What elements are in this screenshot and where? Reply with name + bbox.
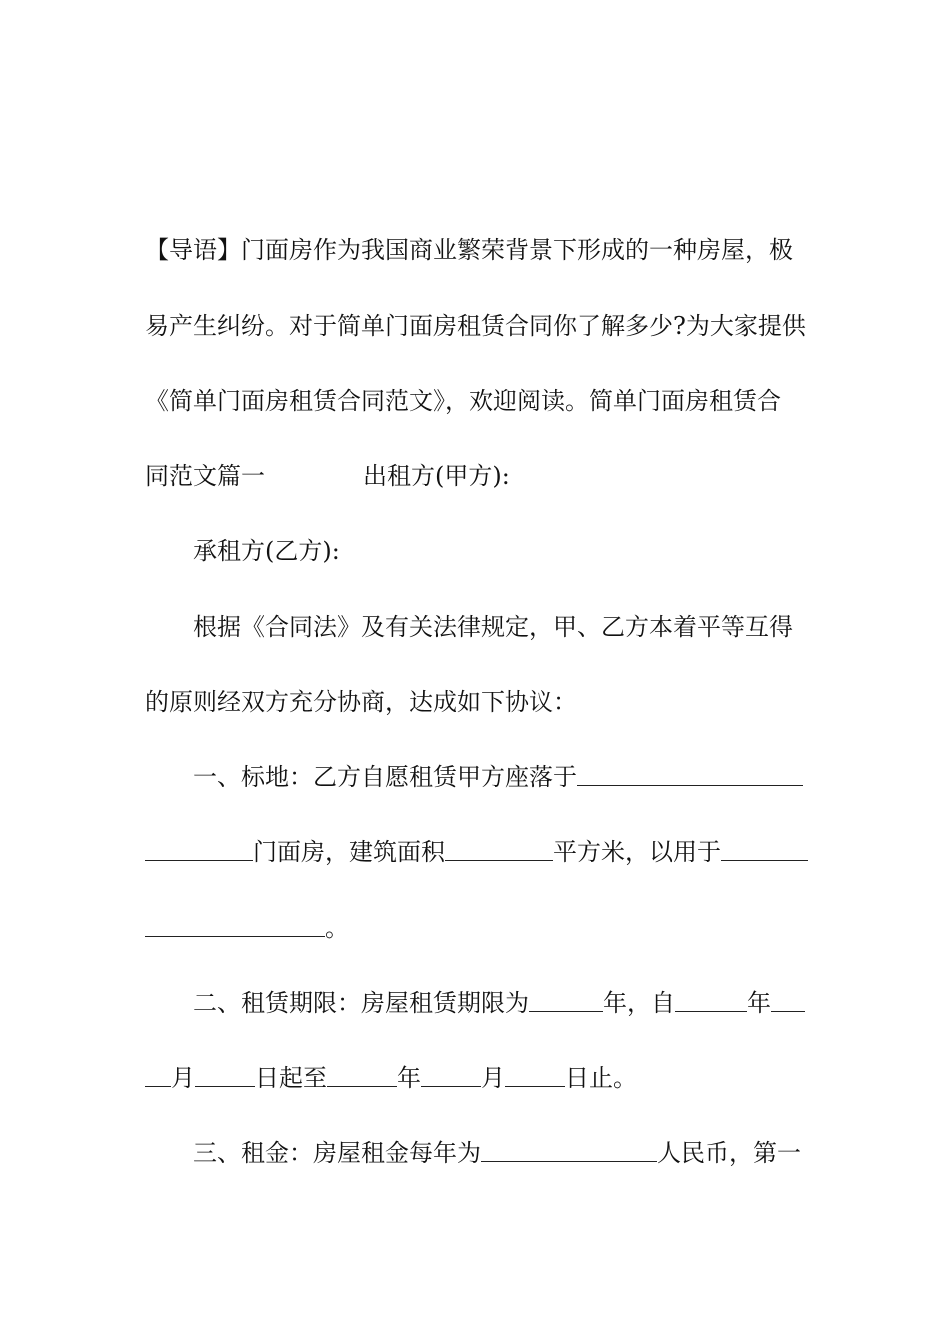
fill-blank-years [529,983,603,1012]
fill-blank-end-year [327,1058,397,1087]
intro-line-1 [145,230,810,270]
fill-blank-end-month [421,1058,481,1087]
clause1-line-3 [145,908,810,948]
fill-blank-purpose [721,832,808,861]
clause1-line-2 [145,832,810,872]
clause-text: 平方米，以用于 [553,838,721,866]
clause-text: 三、租金：房屋租金每年为 [193,1139,481,1167]
fill-blank-purpose-cont [145,908,325,937]
fill-blank-start-year [675,983,747,1012]
fill-blank-start-day [195,1058,255,1087]
intro-text: 同范文篇一 [145,462,265,490]
lessee-line [145,531,858,571]
clause-text: 日止。 [565,1064,637,1092]
intro-line-3 [145,381,810,421]
lessor-label: 出租方(甲方): [363,462,510,490]
basis-text: 根据《合同法》及有关法律规定，甲、乙方本着平等互得 [193,613,793,641]
fill-blank-start-month-cont [145,1058,171,1087]
fill-blank-start-month [771,983,805,1012]
clause2-line-2 [145,1058,810,1098]
clause-text: 年，自 [603,989,675,1017]
fill-blank-location [577,757,803,786]
clause-text: 月 [171,1064,195,1092]
fill-blank-location-cont [145,832,253,861]
clause3-line-1 [145,1133,858,1173]
clause-text: 日起至 [255,1064,327,1092]
clause-text: 年 [397,1064,421,1092]
clause2-line-1 [145,983,858,1023]
basis-text: 的原则经双方充分协商，达成如下协议： [145,688,577,716]
clause-text: 月 [481,1064,505,1092]
lessee-label: 承租方(乙方): [193,537,340,565]
clause1-line-1 [145,757,858,797]
intro-text: 易产生纠纷。对于简单门面房租赁合同你了解多少?为大家提供 [145,312,806,340]
basis-line-2 [145,682,810,722]
fill-blank-rent [481,1133,657,1162]
clause-text: 。 [325,914,349,942]
clause-text: 人民币，第一 [657,1139,801,1167]
intro-line-2 [145,306,810,346]
basis-line-1 [145,607,858,647]
intro-text: 【导语】门面房作为我国商业繁荣背景下形成的一种房屋，极 [145,236,793,264]
clause-text: 二、租赁期限：房屋租赁期限为 [193,989,529,1017]
intro-text: 《简单门面房租赁合同范文》，欢迎阅读。简单门面房租赁合 [145,387,781,415]
clause-text: 门面房，建筑面积 [253,838,445,866]
fill-blank-area [445,832,553,861]
fill-blank-end-day [505,1058,565,1087]
intro-line-4 [145,456,810,496]
clause-text: 年 [747,989,771,1017]
clause-text: 一、标地：乙方自愿租赁甲方座落于 [193,763,577,791]
